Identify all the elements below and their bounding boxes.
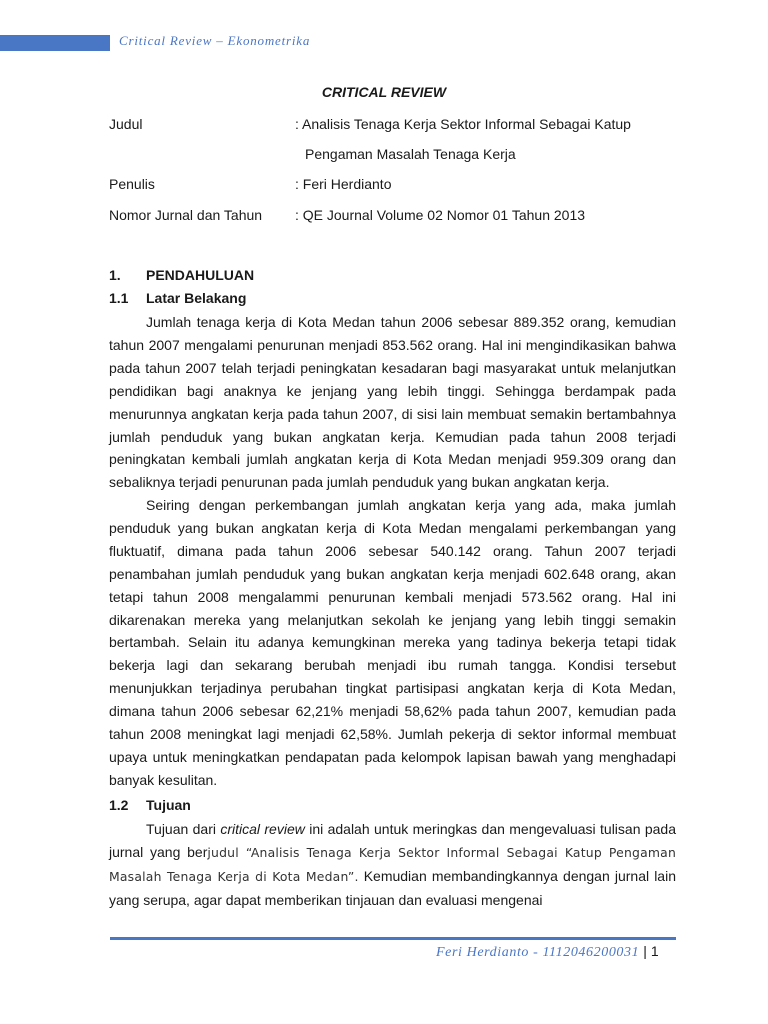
footer-author: Feri Herdianto - 1112046200031 bbox=[436, 945, 640, 960]
paragraph-latar-belakang-1: Jumlah tenaga kerja di Kota Medan tahun 2006 sebesar 889.352 orang, kemudian tahun 2007 mengalami penurunan menjadi 853.562 orang. Hal ini mengindikasikan bahwa pada tahun 2007 telah terjadi peningkatan kesadaran bagi masyarakat untuk melanjutkan pendidikan bagi anaknya ke jenjang yang lebih tinggi. Sehingga berdampak pada menurunnya angkatan kerja pada tahun 2007, di sisi lain membuat semakin bertambahnya jumlah penduduk yang bukan angkatan kerja. Kemudian pada tahun 2008 terjadi peningkatan kembali jumlah angkatan kerja di Kota Medan menjadi 959.309 orang dan sebaliknya terjadi penurunan pada jumlah penduduk yang bukan angkatan kerja. bbox=[109, 314, 676, 491]
page-footer bbox=[436, 943, 659, 961]
document-title: CRITICAL REVIEW bbox=[321, 84, 447, 100]
meta-judul-value: : Analisis Tenaga Kerja Sektor Informal Sebagai Katup bbox=[295, 116, 631, 132]
meta-penulis-value: : Feri Herdianto bbox=[295, 176, 392, 192]
meta-jurnal-value: : QE Journal Volume 02 Nomor 01 Tahun 2013 bbox=[295, 207, 586, 223]
footer-separator: | bbox=[643, 943, 647, 959]
tujuan-text-mid: ini adalah untuk meringkas dan mengevaluasi tulisan pada jurnal yang ber bbox=[109, 821, 676, 860]
paragraph-latar-belakang-2: Seiring dengan perkembangan jumlah angkatan kerja yang ada, maka jumlah penduduk yang bukan angkatan kerja di Kota Medan mengalami perkembangan yang fluktuatif, dimana pada tahun 2006 sebesar 540.142 orang. Tahun 2007 terjadi penambahan jumlah penduduk yang bukan angkatan kerja menjadi 602.648 orang, akan tetapi tahun 2008 mengalammi penurunan kembali menjadi 573.562 orang. Hal ini dikarenakan mereka yang melanjutkan sekolah ke jenjang yang lebih tinggi semakin bertambah. Selain itu adanya kemungkinan mereka yang tadinya bekerja tetapi tidak bekerja lagi dan sekarang berubah menjadi ibu rumah tangga. Kondisi tersebut menunjukkan terjadinya perubahan tingkat partisipasi angkatan kerja di Kota Medan, dimana tahun 2006 sebesar 62,21% menjadi 58,62% pada tahun 2007, kemudian pada tahun 2008 meningkat lagi menjadi 62,58%. Jumlah pekerja di sektor informal membuat upaya untuk meningkatkan pendapatan pada kelompok lapisan bawah yang menghadapi banyak kesulitan. bbox=[109, 497, 676, 788]
meta-jurnal-label: Nomor Jurnal dan Tahun bbox=[109, 207, 263, 223]
paragraph-tujuan bbox=[109, 818, 676, 912]
meta-judul-value-continued: Pengaman Masalah Tenaga Kerja bbox=[305, 146, 516, 162]
section-title: PENDAHULUAN bbox=[146, 267, 255, 283]
section-title: Latar Belakang bbox=[146, 290, 247, 306]
section-heading-latar-belakang bbox=[109, 290, 246, 306]
section-number: 1. bbox=[109, 267, 121, 283]
tujuan-text-emphasis: critical review bbox=[220, 821, 305, 837]
section-heading-tujuan bbox=[109, 797, 191, 813]
section-number: 1.2 bbox=[109, 797, 129, 813]
running-header-title: Critical Review – Ekonometrika bbox=[119, 33, 311, 48]
page-number: 1 bbox=[650, 943, 659, 959]
section-heading-pendahuluan bbox=[109, 267, 254, 283]
tujuan-text-end: Kemudian membandingkannya dengan jurnal lain yang serupa, agar dapat memberikan tinjauan dan evaluasi mengenai bbox=[109, 867, 676, 908]
section-title: Tujuan bbox=[146, 797, 191, 813]
footer-divider bbox=[110, 937, 676, 940]
tujuan-journal-title-quote: judul “Analisis Tenaga Kerja Sektor Informal Sebagai Katup Pengaman Masalah Tenaga Kerja di Kota Medan”. bbox=[109, 844, 676, 884]
section-number: 1.1 bbox=[109, 290, 129, 306]
meta-penulis-label: Penulis bbox=[109, 176, 155, 192]
header-accent-bar bbox=[0, 35, 110, 51]
meta-judul-label: Judul bbox=[109, 116, 143, 132]
tujuan-text-start: Tujuan dari bbox=[146, 821, 221, 837]
